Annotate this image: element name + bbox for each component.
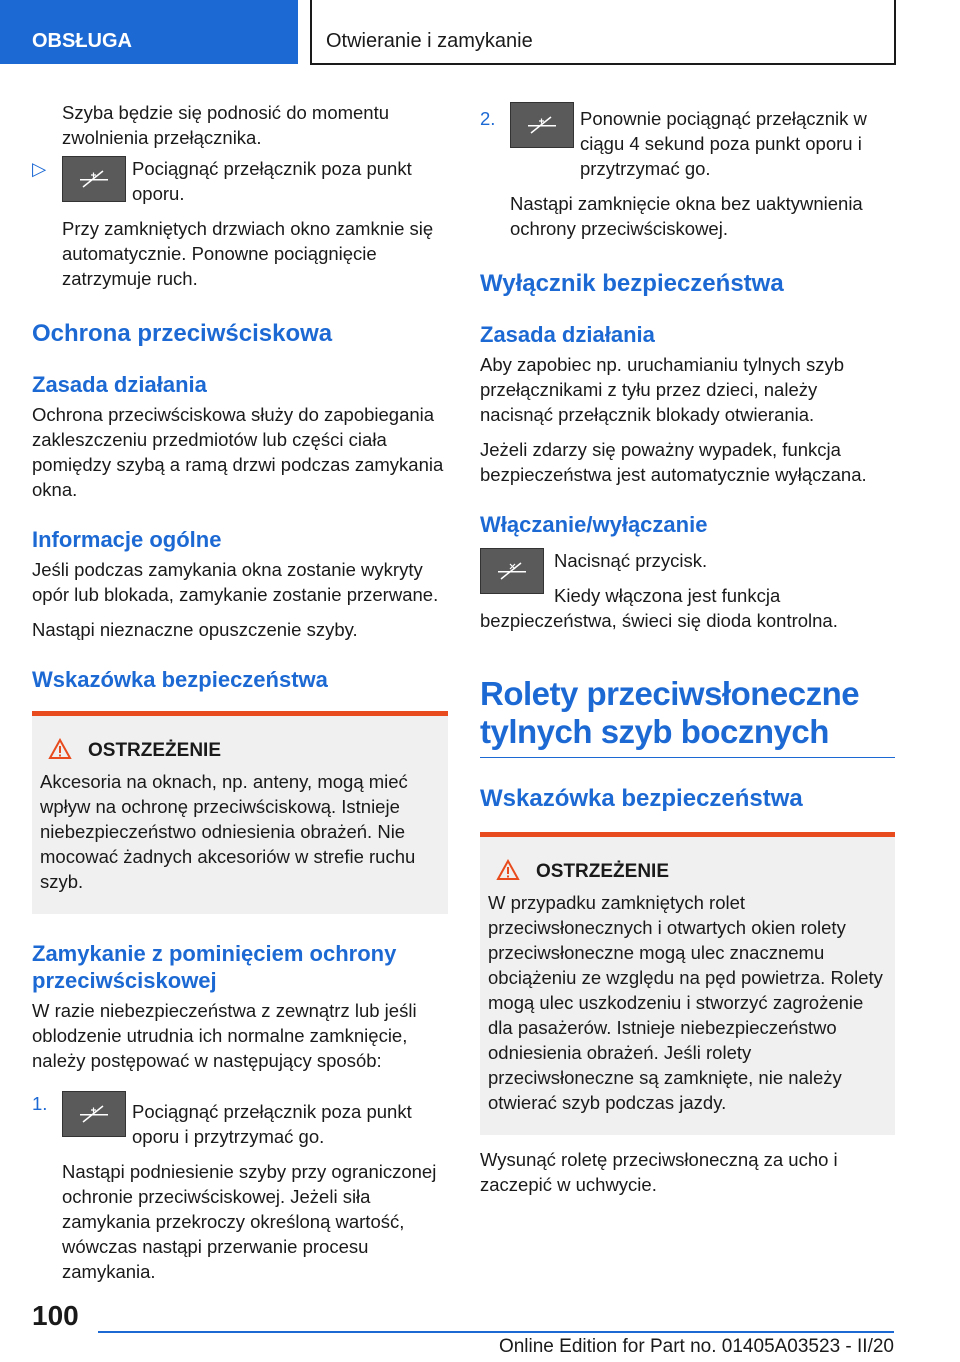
bullet-marker: ▷	[32, 158, 47, 179]
heading-general: Informacje ogólne	[32, 527, 222, 552]
heading-safety-switch: Wyłącznik bezpieczeństwa	[480, 270, 784, 297]
section-tab	[0, 0, 298, 64]
warning-title: OSTRZEŻENIE	[488, 859, 887, 884]
heading-safety: Wskazówka bezpieczeństwa	[480, 785, 803, 812]
edition-note: Online Edition for Part no. 01405A03523 - II/20	[498, 1336, 894, 1357]
warning-text: W przypadku zamkniętych rolet przeciwsłonecznych i otwartych okien rolety przeciwsłoneczne mogą ulec znacznemu obciążeniu ze względu na pęd powietrza. Rolety mogą ulec uszkodzeniu i stworzyć zagrożenie dla pasażerów. Istnieje niebezpieczeństwo odniesienia obrażeń. Jeśli rolety przeciwsłoneczne są zamknięte, nie należy otwierać szyb podczas jazdy.	[488, 892, 883, 1113]
closing-paragraph: Wysunąć roletę przeciwsłoneczną za ucho i zaczepić w uchwycie.	[480, 1149, 838, 1195]
warning-title: OSTRZEŻENIE	[40, 738, 440, 763]
on-off-paragraph-1: Nacisnąć przycisk.	[554, 550, 708, 571]
heading-safety: Wskazówka bezpieczeństwa	[32, 667, 328, 692]
principle-paragraph: Ochrona przeciwściskowa służy do zapobiegania zakleszczeniu przedmiotów lub części ciała pomiędzy szybą a ramą drzwi podczas zamykania okna.	[32, 404, 444, 500]
step-1-number: 1.	[32, 1093, 48, 1114]
principle-paragraph-2: Jeżeli zdarzy się poważny wypadek, funkcja bezpieczeństwa jest automatycznie wyłączana.	[480, 439, 867, 485]
heading-closing: Zamykanie z pominięciem ochrony przeciwściskowej	[32, 941, 397, 993]
warning-box	[32, 711, 448, 914]
intro-paragraph: Szyba będzie się podnosić do momentu zwolnienia przełącznika.	[62, 102, 390, 148]
left-column	[32, 100, 448, 1284]
window-switch-icon	[62, 156, 126, 202]
warning-triangle-icon	[496, 859, 520, 881]
closing-paragraph: W razie niebezpieczeństwa z zewnątrz lub jeśli oblodzenie utrudnia ich normalne zamknięcie, należy postępować w następujący sposób:	[32, 1000, 417, 1071]
section-label: OBSŁUGA	[32, 30, 132, 52]
heading-on-off: Włączanie/wyłączanie	[480, 512, 708, 537]
right-column	[480, 100, 895, 1197]
step-2-number: 2.	[480, 108, 496, 129]
chapter-title: Otwieranie i zamykanie	[326, 30, 533, 52]
on-off-paragraph-2: Kiedy włączona jest funkcja bezpieczeństwa, świeci się dioda kontrolna.	[480, 585, 838, 631]
window-switch-icon	[62, 1091, 126, 1137]
chapter-header	[310, 0, 896, 65]
step-1	[32, 1091, 448, 1149]
heading-principle: Zasada działania	[32, 372, 207, 397]
step-1-text: Pociągnąć przełącznik poza punkt oporu i przytrzymać go.	[132, 1101, 412, 1147]
on-off-block	[480, 548, 895, 633]
heading-principle: Zasada działania	[480, 322, 655, 347]
bullet-note: Przy zamkniętych drzwiach okno zamknie się automatycznie. Ponowne pociągnięcie zatrzymuje ruch.	[62, 218, 434, 289]
bullet-text: Pociągnąć przełącznik poza punkt oporu.	[132, 158, 412, 204]
step-2-note: Nastąpi zamknięcie okna bez uaktywnienia ochrony przeciwściskowej.	[510, 193, 863, 239]
child-lock-button-icon	[480, 548, 544, 594]
heading-sun-blinds: Rolety przeciwsłoneczne tylnych szyb bocznych	[480, 675, 895, 758]
step-2-text: Ponownie pociągnąć przełącznik w ciągu 4 sekund poza punkt oporu i przytrzymać go.	[580, 108, 867, 179]
page-number: 100	[32, 1300, 79, 1331]
window-switch-icon	[510, 102, 574, 148]
step-1-note: Nastąpi podniesienie szyby przy ograniczonej ochronie przeciwściskowej. Jeżeli siła zamykania przekroczy określoną wartość, wówczas nastąpi przerwanie procesu zamykania.	[62, 1161, 437, 1282]
heading-antipinch: Ochrona przeciwściskowa	[32, 320, 333, 347]
step-2	[480, 106, 895, 181]
footer-rule	[98, 1331, 894, 1333]
general-paragraph-1: Jeśli podczas zamykania okna zostanie wykryty opór lub blokada, zamykanie zostanie przerwane.	[32, 559, 439, 605]
warning-triangle-icon	[48, 738, 72, 760]
principle-paragraph-1: Aby zapobiec np. uruchamianiu tylnych szyb przełącznikami z tyłu przez dzieci, należy nacisnąć przełącznik blokady otwierania.	[480, 354, 845, 425]
warning-text: Akcesoria na oknach, np. anteny, mogą mieć wpływ na ochronę przeciwściskową. Istnieje niebezpieczeństwo odniesienia obrażeń. Nie mocować żadnych akcesoriów w strefie ruchu szyb.	[40, 771, 416, 892]
warning-box	[480, 832, 895, 1135]
bullet-item	[32, 156, 448, 206]
general-paragraph-2: Nastąpi nieznaczne opuszczenie szyby.	[32, 619, 358, 640]
